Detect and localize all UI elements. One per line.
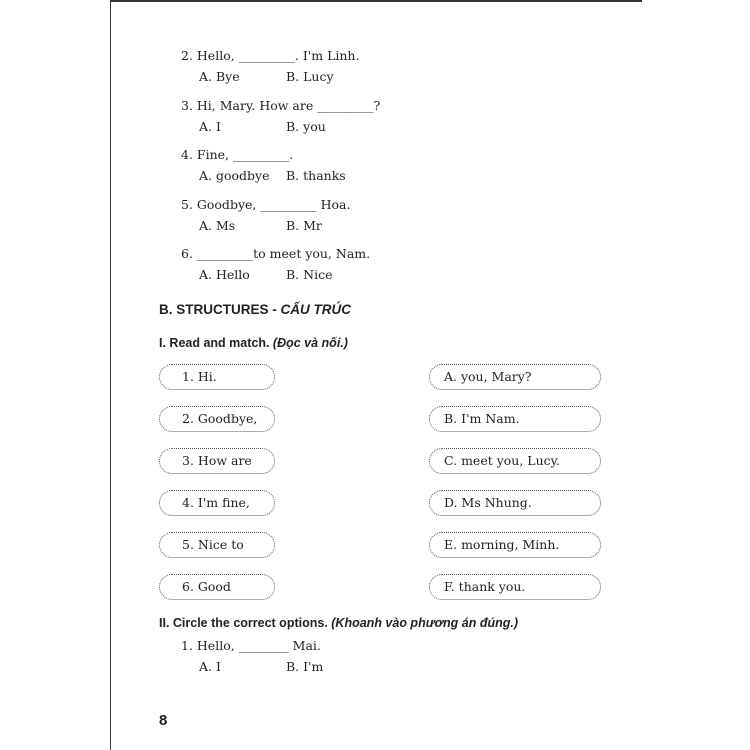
match-left-1[interactable]: 1. Hi.: [159, 364, 275, 390]
part-ii-title: II. Circle the correct options.: [159, 616, 332, 630]
section-b-title: B. STRUCTURES -: [159, 302, 281, 317]
page-number: 8: [159, 712, 168, 729]
part-ii-option-1a: A. I: [199, 659, 221, 674]
part-ii-option-1b: B. I'm: [286, 659, 324, 674]
match-right-e[interactable]: E. morning, Minh.: [429, 532, 601, 558]
section-b-heading: [159, 302, 351, 317]
match-left-3[interactable]: 3. How are: [159, 448, 275, 474]
match-left-6[interactable]: 6. Good: [159, 574, 275, 600]
match-right-b[interactable]: B. I'm Nam.: [429, 406, 601, 432]
option-4a: A. goodbye: [199, 168, 270, 183]
part-ii-question-1: 1. Hello, ________ Mai.: [181, 638, 321, 653]
part-i-title-vi: (Đọc và nối.): [272, 336, 348, 350]
match-right-c[interactable]: C. meet you, Lucy.: [429, 448, 601, 474]
option-6b: B. Nice: [286, 267, 333, 282]
match-left-5[interactable]: 5. Nice to: [159, 532, 275, 558]
match-left-2[interactable]: 2. Goodbye,: [159, 406, 275, 432]
option-3b: B. you: [286, 119, 326, 134]
option-2b: B. Lucy: [286, 69, 334, 84]
section-b-title-vi: CẤU TRÚC: [280, 302, 351, 317]
question-6: 6. _________to meet you, Nam.: [181, 246, 371, 261]
match-left-4[interactable]: 4. I'm fine,: [159, 490, 275, 516]
option-2a: A. Bye: [199, 69, 240, 84]
part-i-heading: [159, 336, 348, 350]
question-3: 3. Hi, Mary. How are _________?: [181, 98, 381, 113]
part-i-title: I. Read and match.: [159, 336, 273, 350]
option-5b: B. Mr: [286, 218, 322, 233]
workbook-page: [110, 0, 642, 750]
part-ii-title-vi: (Khoanh vào phương án đúng.): [331, 616, 519, 630]
question-4: 4. Fine, _________.: [181, 147, 294, 162]
option-3a: A. I: [199, 119, 221, 134]
match-right-a[interactable]: A. you, Mary?: [429, 364, 601, 390]
option-4b: B. thanks: [286, 168, 346, 183]
option-6a: A. Hello: [199, 267, 250, 282]
question-2: 2. Hello, _________. I'm Linh.: [181, 48, 360, 63]
match-right-f[interactable]: F. thank you.: [429, 574, 601, 600]
option-5a: A. Ms: [199, 218, 236, 233]
part-ii-heading: [159, 616, 518, 630]
match-right-d[interactable]: D. Ms Nhung.: [429, 490, 601, 516]
question-5: 5. Goodbye, _________ Hoa.: [181, 197, 351, 212]
